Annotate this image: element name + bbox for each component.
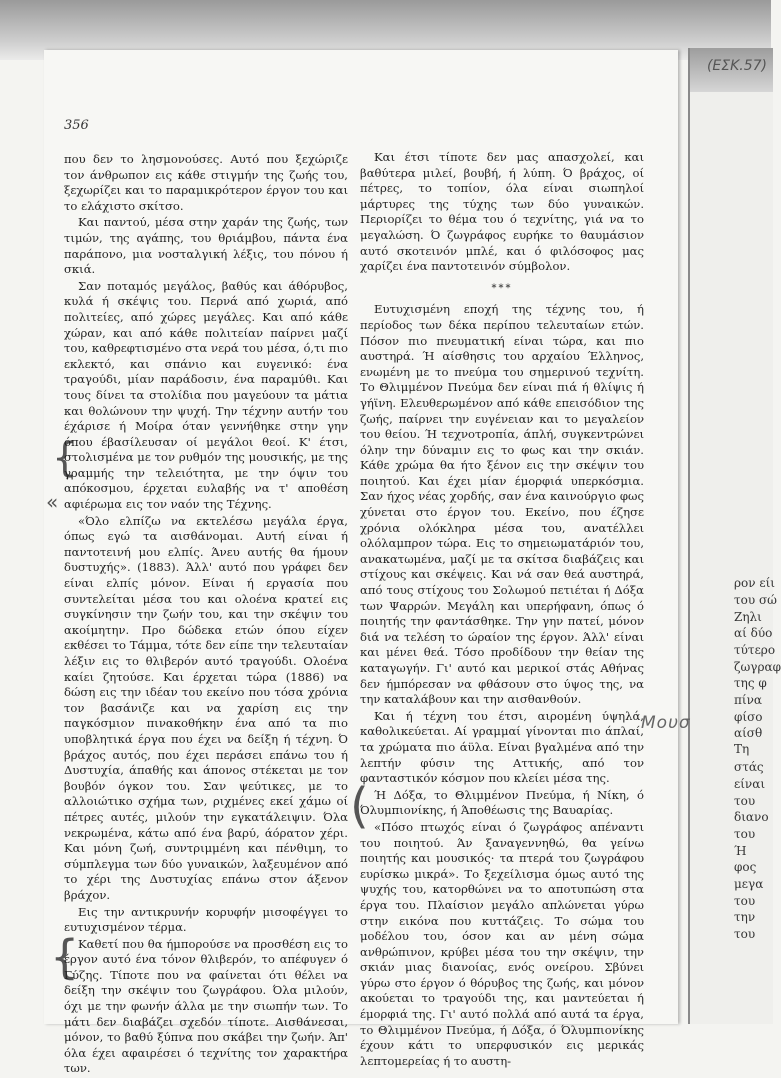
right-column [360,150,644,1070]
paragraph: Ευτυχισμένη εποχή της τέχνης του, ή περίοδος των δέκα περίπου τελευταίων ετών. Πόσον πιο πνευματική είναι τώρα, και πιο αυστηρά. Ή αίσθησις του αρχαίου Έλληνος, ενωμένη με το πνεύμα του σημερινού τεχνίτη. Το Θλιμμένον Πνεύμα δεν είναι πιά ή θλίψις ή γήϊνη. Ελευθερωμένον από κάθε επεισόδιον της ζωής, παίρνει την ευγένειαν και το μεγαλείον του θείου. Ή τεχνοτροπία, άπλή, συγκεντρώνει όλην την δύναμιν εις το φως και την σκιάν. Κάθε χρώμα θα ήτο ξένον εις την σκέψιν του ποιητού. Και έχει μίαν έμορφιά υπερκόσμια. Σαν ήχος νέας χορδής, σαν ένα καινούργιο φως χύνεται στο έργον του. Εκείνο, που έζησε χρόνια ολόκληρα μέσα του, ανατέλλει ολόλαμπρον τώρα. Εις το σημειωματάριόν του, ανακατωμένα, μαζί με τα σκίτσα διαβάζεις και στίχους και σκέψεις. Και νά σαν θεά αυστηρά, από τους στίχους του Σολωμού πετιέται ή Δόξα των Ψαρρών. Μεγάλη και υπερήφανη, όπως ό ποιητής την φαντάσθηκε. Την γην πατεί, μόνον διά να τελέση το ώραίον της έργον. Άλλ' είναι και μένει θεά. Τόσο προδίδουν την θείαν της καταγωγήν. Γι' αυτό και μερικοί στάς Αθήνας δεν ήμπόρεσαν να φθάσουν στο ύψος της, να την καταλάβουν και την αισθανθούν. [360,302,644,707]
paragraph: Ή Δόξα, το Θλιμμένον Πνεύμα, ή Νίκη, ό Όλυμπιονίκης, ή Άποθέωσις της Βαυαρίας. [360,787,644,818]
neighbor-fragment: του [734,794,756,808]
paragraph: «Όλο ελπίζω να εκτελέσω μεγάλα έργα, όπως εγώ τα αισθάνομαι. Αυτή είναι ή παντοτεινή μου ελπίς. Άνευ αυτής θα ήμουν δυστυχής». (1883). Άλλ' αυτό που γράφει δεν είναι ελπίς μόνον. Είναι ή εργασία που συντελείται μέσα του και ολοένα κρατεί εις συγκίνησιν την ζωήν του, και την σκέψιν του ακοίμητην. Προ δώδεκα ετών όπου είχεν εκθέσει το Τάμμα, τότε δεν είπε την τελευταίαν λέξιν εις το θλιβερόν αυτό τραγούδι. Ολοένα καίει ζητούσε. Και έρχεται τώρα (1886) να δώση εις την ιδέαν του εκείνο που τόσα χρόνια τον βασάνιζε και να χαρίση εις την παγκόσμιον πινακοθήκην ένα από τα πιο υποβλητικά έργα που έχει να δείξη ή τέχνη. Ό βράχος αυτός, που έχει περάσει επάνω του ή Δυστυχία, άπαθής και άπονος στέκεται με τον βουβόν όγκον του. Σαν ψεύτικες, με το αλλοιώτικο σχήμα των, ριχμένες εκεί χάμω οί πέτρες αυτές, μιλούν την εγκατάλειψιν. Όλα νεκρωμένα, κάτω από ένα βαρύ, άόρατον χέρι. Και μόνη ζωή, συντριμμένη και πένθιμη, το σύμπλεγμα των δύο γυναικών, λαξευμένον από το χέρι της Δυστυχίας επάνω στον άξενον βράχον. [64,513,348,902]
neighbor-fragment: αίσθ [734,726,763,740]
neighbor-fragment: στάς [734,760,764,774]
pencil-bracket-mark: ( [350,778,369,834]
paragraph: Και έτσι τίποτε δεν μας απασχολεί, και βαθύτερα μιλεί, βουβή, ή λύπη. Ό βράχος, οί πέτρες, το τοπίον, όλα είναι σιωπηλοί μάρτυρες της τύχης των δύο γυναικών. Περιορίζει το θέμα του ό τεχνίτης, γιά να το μεγαλώση. Ό ζωγράφος ευρήκε το θαυμάσιον αυτό σκοτεινόν μπλέ, και ό φιλόσοφος μας χαρίζει ένα παντοτεινόν σύμβολον. [360,150,644,274]
section-separator: *** [491,282,513,294]
neighbor-fragment: της φ [734,676,767,690]
paragraph: Εις την αντικρυνήν κορυφήν μισοφέγγει το ευτυχισμένον τέρμα. [64,904,348,935]
neighbor-fragment: πίνα [734,693,762,707]
neighbor-fragment: Τη [734,742,750,756]
neighbor-fragment: φος [734,860,757,874]
book-page [44,50,678,1076]
pencil-bracket-mark: { [52,435,78,481]
neighbor-fragment: είναι [734,777,766,791]
paragraph: «Πόσο πτωχός είναι ό ζωγράφος απέναντι του ποιητού. Άν ξαναγεννηθώ, θα γείνω ποιητής και μουσικός· τα πτερά του ζωγράφου ευρίσκω μικρά». Το ξεχείλισμα όμως αυτό της ψυχής του, κατορθώνει να το αποτυπώση στα έργα του. Πλαίσιον μεγάλο απλώνεται γύρω στην εικόνα που κυττάζεις. Το σώμα του μοδέλου του, όσον και αν μένη σώμα ανθρώπινον, κρύβει μέσα του την σκέψιν, την σκιάν μιας διανοίας, ενός ονείρου. Σβύνει γύρω στο έργον ό θόρυβος της ζωής, και μόνον ακούεται το τραγούδι της, και μαντεύεται ή έμορφιά της. Γι' αυτό πολλά από αυτά τα έργα, το Θλιμμένον Πνεύμα, ή Δόξα, ό Όλυμπιονίκης έχουν κάτι το υπερφυσικόν εις μερικάς λεπτομερείας ή το αυστη- [360,819,644,1068]
neighbor-fragment: αί δύο [734,626,773,640]
neighbor-fragment: του [734,927,756,941]
neighbor-fragment: του σώ [734,593,777,607]
neighbor-fragment: διανο [734,810,769,824]
paragraph: Καθετί που θα ήμπορούσε να προσθέση εις το έργον αυτό ένα τόνον θλιβερόν, το απέφυγεν ό Γύζης. Τίποτε που να φαίνεται ότι θέλει να δείξη την σκέψιν του ζωγράφου. Όλα μιλούν, όχι με την φωνήν άλλα με την σιωπήν των. Το μάτι δεν διαβάζει σχεδόν τίποτε. Αισθάνεσαι, μόνον, το βαθύ ξύπνα που σκάβει την ζωήν. Άπ' όλα έχει αφαιρέσει ό τεχνίτης τον χαρακτήρα των. [64,936,348,1076]
neighbor-fragment: μεγα [734,877,764,891]
paragraph: που δεν το λησμονούσες. Αυτό που ξεχώριζε τον άνθρωπον εις κάθε στιγμήν της ζωής του, ξεχωρίζει και το παραμικρότερον έργον του και το ελάχιστο σκίτσο. [64,152,348,213]
neighbor-fragment: του [734,827,756,841]
neighbor-fragment: ρον είι [734,576,776,590]
neighbor-fragment: τύτερο [734,643,776,657]
pencil-quote-mark: « [46,490,59,514]
paragraph: Και παντού, μέσα στην χαράν της ζωής, των τιμών, της αγάπης, του θριάμβου, πάντα ένα παράπονο, μια νοσταλγική λέξις, του πόνου ή σκιά. [64,215,348,277]
paragraph: Σαν ποταμός μεγάλος, βαθύς και άθόρυβος, κυλά ή σκέψις του. Περνά από χωριά, από πολιτείες, από χώρες μεγάλες. Και από κάθε χώραν, και από κάθε πολιτείαν παίρνει μαζί του, καθρεφτισμένο στα νερά του μέσα, ό,τι πιο εκλεκτό, και σπάνιο και ευγενικό: ένα τραγούδι, μίαν παράδοσιν, ένα παραμύθι. Και τους δίνει τα στολίδια που μαγεύουν τα μάτια και θολώνουν την ψυχή. Την τέχνην αυτήν του έχάρισε ή Μοίρα όταν γεννήθηκε στην γην όπου έβασίλευσαν οί μεγάλοι θεοί. Κ' έτσι, στολισμένα με τον ρυθμόν της μουσικής, με της γραμμής την τελειότητα, με την όψιν του απόκοσμου, έρχεται ευλαβής να τ' αποθέση αφιέρωμα εις τον ναόν της Τέχνης. [64,278,348,512]
pencil-bracket-mark: { [50,930,80,984]
adjacent-page-fragment [688,48,781,1024]
neighbor-fragment: την [734,910,756,924]
paragraph: Και ή τέχνη του έτσι, αιρομένη ύψηλά, καθολικεύεται. Αί γραμμαί γίνονται πιο άπλαί, τα χρώματα πιο άϋλα. Είναι βγαλμένα από την λεπτήν φύσιν της Αττικής, από τον φανταστικόν κόσμον που κλείει μέσα της. [360,708,644,786]
page-number: 356 [64,118,89,133]
neighbor-fragment: Ή [734,844,747,858]
neighbor-fragment: ζωγραφ [734,660,781,674]
left-column [64,152,348,1078]
neighbor-fragment: Ζηλι [734,610,762,624]
neighbor-fragment: φίσο [734,710,763,724]
archive-reference: (ΕΣΚ.57) [706,58,767,74]
neighbor-fragment: του [734,894,756,908]
handwritten-margin-note: Μουσ [641,713,691,733]
